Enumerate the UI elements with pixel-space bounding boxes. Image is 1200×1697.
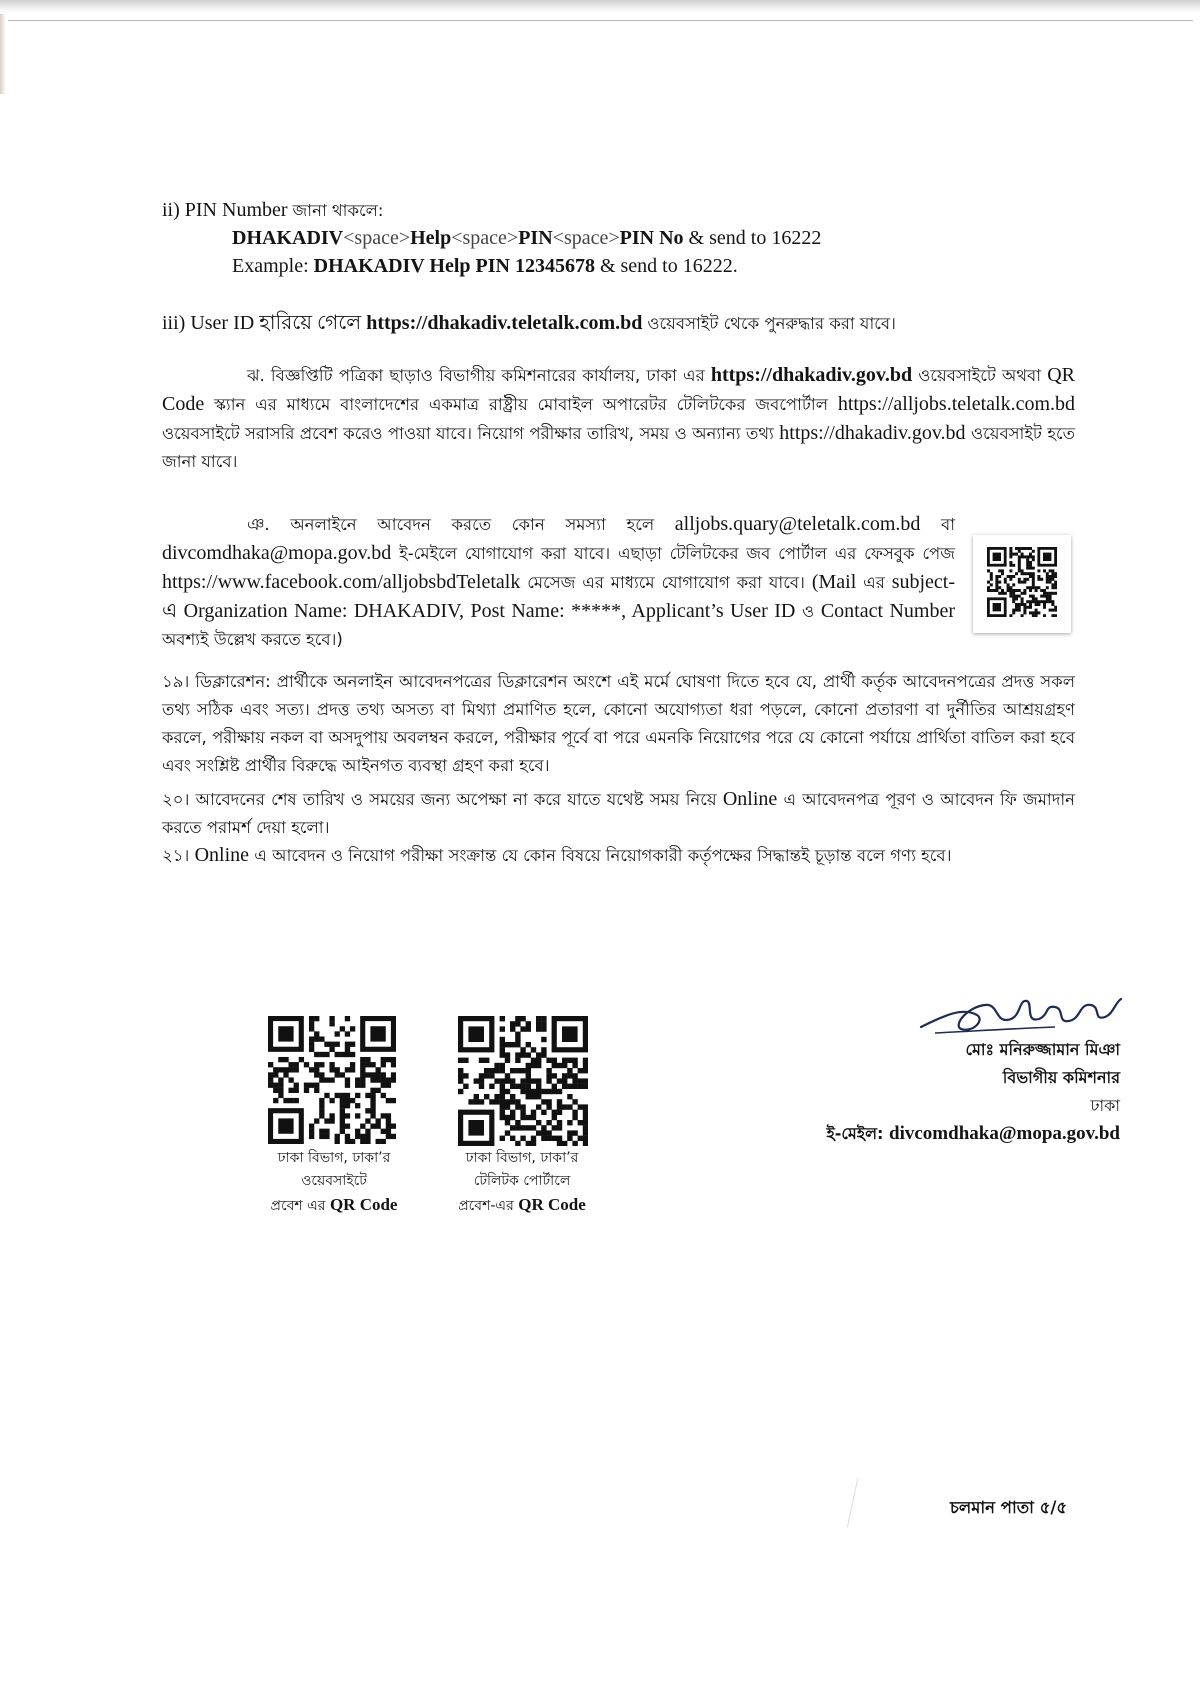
userid-prefix: iii) User ID হারিয়ে গেলে [162,312,362,334]
caption-line: প্রবেশ এর [270,1198,326,1214]
scan-border-line [8,20,1193,21]
para-text: ও [802,602,815,621]
para-text: ২০। আবেদনের শেষ তারিখ ও সময়ের জন্য অপেক্ষা না করে যাতে যথেষ্ট সময় নিয়ে [162,790,717,809]
para-text: ওয়েবসাইট হতে জানা যাবে। [162,424,1075,471]
sms-send-to: & send to 16222 [688,227,822,249]
userid-recovery [162,308,896,341]
scan-mark [847,1478,858,1527]
para-text: Contact Number [820,600,955,622]
space-token: <space> [343,227,411,249]
qr-code-website[interactable] [268,1016,396,1144]
qr-caption-teletalk [432,1147,612,1218]
recovery-link[interactable]: https://dhakadiv.teletalk.com.bd [366,312,643,334]
example-message: DHAKADIV Help PIN 12345678 [313,255,595,277]
caption-qr-label: QR Code [329,1195,398,1214]
qr-code-text: QR Code [162,364,1075,415]
example-send-to: & send to 16222. [599,255,738,277]
dhakadiv-gov-link[interactable]: https://dhakadiv.gov.bd [710,364,913,386]
declaration-text: ১৯। ডিক্লারেশন: প্রার্থীকে অনলাইন আবেদনপত্রের ডিক্লারেশন অংশে এই মর্মে ঘোষণা দিতে হবে যে, প্রার্থী কর্তৃক আবেদনপত্রের প্রদত্ত সকল তথ্য সঠিক এবং সত্য। প্রদত্ত তথ্য অসত্য বা মিথ্যা প্রমাণিত হলে, কোনো অযোগ্যতা ধরা পড়লে, কোনো প্রতারণা বা দুর্নীতির আশ্রয়গ্রহণ করলে, পরীক্ষায় নকল বা অসদুপায় অবলম্বন করলে, পরীক্ষার পূর্বে বা পরে এমনকি নিয়োগের পরে যে কোনো পর্যায়ে প্রার্থিতা বাতিল করা হবে এবং সংশ্লিষ্ট প্রার্থীর বিরুদ্ধে আইনগত ব্যবস্থা গ্রহণ করা হবে। [162,672,1075,775]
sms-keyword: Help [410,227,452,249]
caption-line: ঢাকা বিভাগ, ঢাকা’র [277,1150,391,1166]
pin-heading [162,198,383,225]
divcom-email-link[interactable]: divcomdhaka@mopa.gov.bd [162,542,392,564]
alljobs-portal-link[interactable]: https://alljobs.teletalk.com.bd [837,393,1075,415]
scan-left-edge [0,14,6,94]
space-token: <space> [451,227,519,249]
para-text: ঝ. বিজ্ঞপ্তিটি পত্রিকা ছাড়াও বিভাগীয় কমিশনারের কার্যালয়, ঢাকা এর [247,366,705,385]
para-text: এর [863,573,885,592]
sms-syntax [232,227,821,250]
qr-caption-website [244,1147,424,1218]
userid-suffix: ওয়েবসাইট থেকে পুনরুদ্ধার করা যাবে। [647,314,896,333]
para-text: ২১। [162,846,190,865]
alljobs-email-link[interactable]: alljobs.quary@teletalk.com.bd [674,513,921,535]
para-text: ঞ. অনলাইনে আবেদন করতে কোন সমস্যা হলে [247,515,655,534]
paragraph-nya [162,510,955,654]
signatory-name: মোঃ মনিরুজ্জামান মিঞা [965,1040,1120,1059]
qr-code-small[interactable] [987,547,1057,617]
para-text: ওয়েবসাইটে সরাসরি প্রবেশ করেও পাওয়া যাবে। নিয়োগ পরীক্ষার তারিখ, সময় ও অন্যান্য তথ্য [162,424,774,443]
caption-line: ওয়েবসাইটে [301,1173,367,1189]
para-text: subject-এ Organization Name: DHAKADIV, Post Name: *****, Applicant’s User ID [162,571,955,622]
sms-keyword: DHAKADIV [232,227,344,249]
page-indicator: চলমান পাতা ৫/৫ [950,1498,1068,1517]
online-text: Online [722,788,778,810]
qr-code-teletalk[interactable] [458,1016,588,1146]
example-label: Example: [232,255,309,277]
para-text: (Mail [811,571,857,593]
sms-keyword: PIN [518,227,553,249]
signature-block [826,1036,1120,1148]
facebook-page-link[interactable]: https://www.facebook.com/alljobsbdTeletalk [162,571,521,593]
para-text: এ আবেদন ও নিয়োগ পরীক্ষা সংক্রান্ত যে কোন বিষয়ে নিয়োগকারী কর্তৃপক্ষের সিদ্ধান্তই চূড়ান্ত বলে গণ্য হবে। [254,846,952,865]
authority-item-21 [162,841,1075,870]
pin-heading-en: ii) PIN Number [162,199,288,221]
caption-line: ঢাকা বিভাগ, ঢাকা’র [465,1150,579,1166]
email-label: ই-মেইল: [826,1124,884,1143]
scan-top-edge [0,0,1200,14]
signatory-designation: বিভাগীয় কমিশনার [1002,1068,1120,1087]
para-text: স্ক্যান এর মাধ্যমে বাংলাদেশের একমাত্র রাষ্ট্রীয় মোবাইল অপারেটর টেলিটকের জবপোর্টাল [214,395,828,414]
space-token: <space> [552,227,620,249]
para-text: ওয়েবসাইটে অথবা [918,366,1041,385]
para-text: অবশ্যই উল্লেখ করতে হবে।) [162,630,343,649]
para-text: এ আবেদনপত্র পূরণ ও আবেদন ফি জমাদান করতে পরামর্শ দেয়া হলো। [162,790,1076,837]
paragraph-jha [162,361,1075,476]
pin-heading-bn: জানা থাকলে: [292,201,384,220]
para-text: বা [941,515,956,534]
advice-item-20 [162,785,1075,842]
para-text: ই-মেইলে যোগাযোগ করা যাবে। এছাড়া টেলিটকের জব পোর্টাল এর ফেসবুক পেজ [399,544,955,563]
declaration-item-19 [162,668,1075,780]
sms-keyword: PIN No [619,227,684,249]
signatory-email-link[interactable]: divcomdhaka@mopa.gov.bd [889,1123,1120,1144]
online-text: Online [194,844,250,866]
para-text: মেসেজ এর মাধ্যমে যোগাযোগ করা যাবে। [527,573,805,592]
signatory-location: ঢাকা [1090,1096,1120,1115]
dhakadiv-gov-link[interactable]: https://dhakadiv.gov.bd [779,422,966,444]
caption-line: টেলিটক পোর্টালে [473,1173,571,1189]
caption-line: প্রবেশ-এর [458,1198,514,1214]
caption-qr-label: QR Code [518,1195,586,1214]
sms-example [232,255,738,278]
